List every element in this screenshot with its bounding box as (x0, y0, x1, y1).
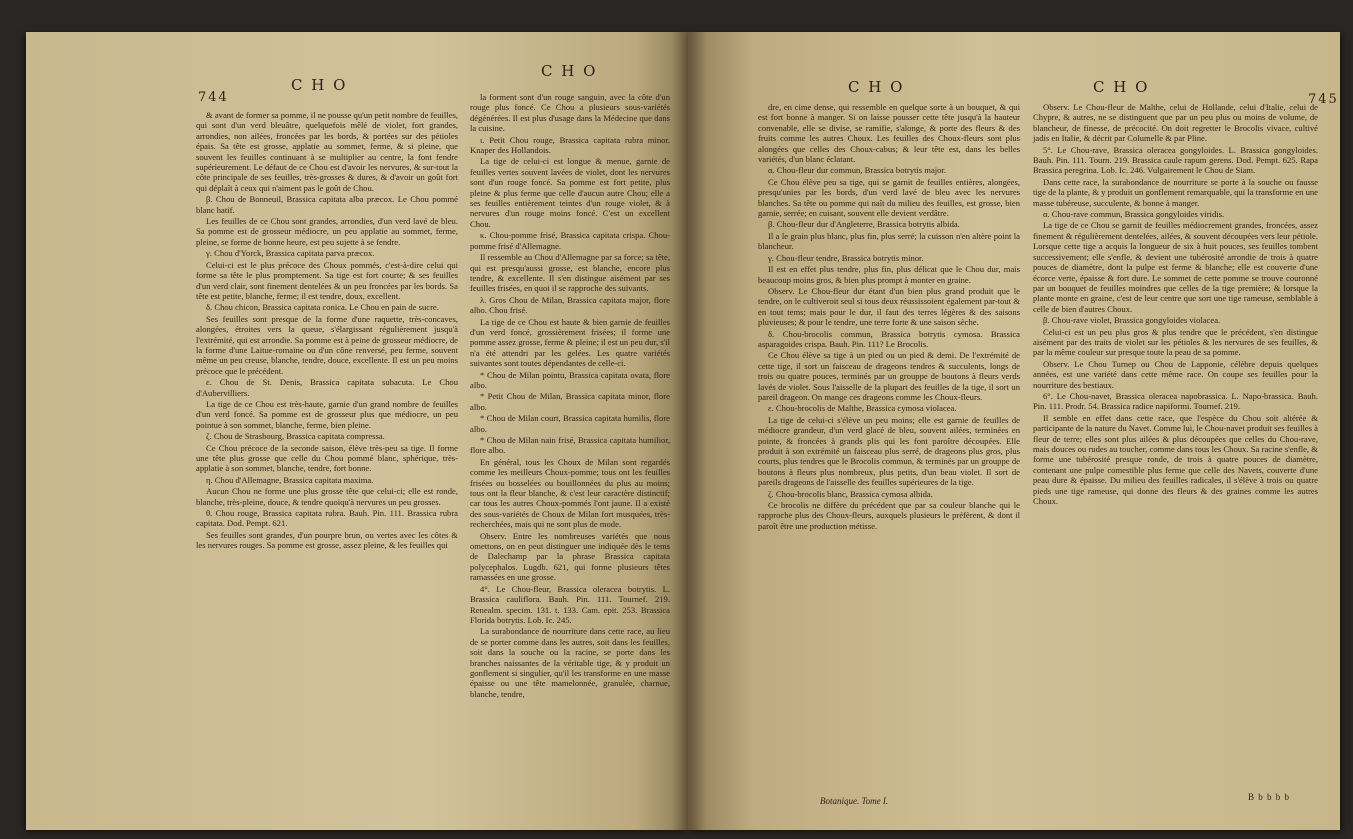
left-col1-header: C H O (291, 76, 348, 94)
paragraph: ι. Petit Chou rouge, Brassica capitata rubra minor. Knaper des Hollandois. (470, 134, 670, 156)
paragraph: * Chou de Milan pointu, Brassica capitata ovata, flore albo. (470, 369, 670, 390)
paragraph: γ. Chou d'Yorck, Brassica capitata parva præcox. (206, 248, 375, 259)
paragraph: * Chou de Milan court, Brassica capitata humilis, flore albo. (470, 413, 670, 434)
paragraph: La tige de ce Chou est très-haute, garnie d'un grand nombre de feuilles d'un verd foncé. Sa pomme est de grosseur plus que médiocre, un peu pointue à son sommet, blanche, ferme, bien pleine. (196, 398, 458, 430)
paragraph: κ. Chou-pomme frisé, Brassica capitata crispa. Chou-pomme frisé d'Allemagne. (470, 230, 670, 251)
paragraph: Celui-ci est un peu plus gros & plus tendre que le précédent, s'en distingue aisément par des traits de violet sur les pétioles & les nervures de ses feuilles, & par la même couleur sur presque toute la peau de sa pomme. (1033, 326, 1318, 358)
paragraph: Aucun Chou ne forme une plus grosse tête que celui-ci; elle est ronde, blanche, très-pleine, douce, & tendre quoiqu'à nervures un peu grosses. (196, 486, 458, 507)
paragraph: Ce Chou élève sa tige à un pied ou un pied & demi. De l'extrémité de cette tige, il sort un faisceau de drageons tendres & succulents, longs de trois ou quatre pouces, terminés par un grouppe de boutons à fleurs verds lavés de violet. Sous l'aisselle de la plupart des feuilles de la tige, il sort un pareil drageon. On mange ces drageons comme les Choux-fleurs. (758, 350, 1020, 402)
paragraph: α. Chou-rave commun, Brassica gongyloides viridis. (1043, 209, 1225, 220)
paragraph: Il semble en effet dans cette race, que l'espèce du Chou soit altérée & participante de la nature du Navet. Comme lui, le Chou-navet produit ses feuilles à fleur de terre; elles sont plus ailées & plus découpées que celles du Chou-rave, mais douces ou rudes au toucher, comme dans tous les Choux. Sa racine s'enfle, & forme une tubérosité presque ronde, de trois à quatre pouces de diamètre, contenant une pulpe comestible plus ferme que celle des Navets, couverte d'une peau dure & épaisse. Du milieu des feuilles radicales, il s'élève à trois ou quatre pieds une tige rameuse, qui donne des fleurs & des graines comme les autres Choux. (1033, 412, 1318, 507)
paragraph: η. Chou d'Allemagne, Brassica capitata maxima. (206, 474, 374, 485)
paragraph: Ses feuilles sont presque de la forme d'une raquette, très-concaves, alongées, étroites vers la queue, s'élargissant régulièrement jusqu'à l'extrémité, qui est arrondie. Sa pomme est à peine de grosseur médiocre, de la forme d'une Laitue-romaine ou d'un cône renversé, peu ferme, souvent même un peu creuse, blanche, tendre, douce, excellente. Il est un peu moins précoce que le précédent. (196, 313, 458, 376)
right-col2-header: C H O (1093, 78, 1150, 96)
paragraph: Observ. Le Chou Turnep ou Chou de Lapponie, célèbre depuis quelques années, est une variété dans cette même race. On coupe ses feuilles pour la nourriture des bestiaux. (1033, 358, 1318, 390)
right-column-1 (758, 102, 1020, 532)
paragraph: Il ressemble au Chou d'Allemagne par sa force; sa tête, qui est presqu'aussi grosse, est blanche, encore plus tendre, & excellente. Il s'en distingue aisément par ses feuilles frisées, en quoi il se rapproche des suivants. (470, 252, 670, 294)
paragraph: Ses feuilles sont grandes, d'un pourpre brun, ou vertes avec les côtes & les nervures rouges. Sa pomme est grosse, assez pleine, & les feuilles qui (196, 529, 458, 551)
paragraph: α. Chou-fleur dur commun, Brassica botrytis major. (768, 165, 947, 176)
paragraph: ζ. Chou-brocolis blanc, Brassica cymosa albida. (768, 488, 933, 499)
left-column-2 (470, 92, 670, 700)
left-column-1 (196, 110, 458, 552)
paragraph: Celui-ci est le plus précoce des Choux pommés, c'est-à-dire celui qui forme sa tête le plus promptement. Sa tige est fort courte; & ses feuilles d'un verd clair, sont finement dentelées & un peu froncées par les bords. Sa tête est petite, blanche, ferme; il est tendre, doux, excellent. (196, 259, 458, 301)
open-book (26, 14, 1340, 836)
paragraph: * Chou de Milan nain frisé, Brassica capitata humilior, flore albo. (470, 435, 670, 456)
paragraph: λ. Gros Chou de Milan, Brassica capitata major, flore albo. Chou frisé. (470, 294, 670, 316)
paragraph: La tige de ce Chou est haute & bien garnie de feuilles d'un verd foncé, grossièrement frisées; il forme une pomme assez grosse, ferme & pleine; il est un peu dur, s'il n'a été attendri par les gelées. Les quatre variétés suivantes sont toutes dépendantes de celle-ci. (470, 316, 671, 369)
paragraph: 4°. Le Chou-fleur, Brassica oleracea botrytis. L. Brassica cauliflora. Bauh. Pin. 111. Tournef. 219. Renealm. specim. 131. t. 133. Cam. epit. 253. Brassica Florida botrytis. Lob. Ic. 245. (470, 583, 670, 625)
paragraph: δ. Chou chicon, Brassica capitata conica. Le Chou en pain de sucre. (206, 302, 439, 313)
paragraph: 6°. Le Chou-navet, Brassica oleracea napobrassica. L. Napo-brassica. Bauh. Pin. 111. Prodr. 54. Brassica radice napiformi. Tournef. 219. (1033, 390, 1318, 412)
left-page-number: 744 (198, 90, 229, 105)
paragraph: Ce brocolis ne diffère du précédent que par sa couleur blanche qui le rapproche plus des Choux-fleurs, auxquels plusieurs le préfèrent, & dont il paroît être une production métisse. (758, 500, 1020, 531)
paragraph: Ce Chou élève peu sa tige, qui se garnit de feuilles entières, alongées, presqu'unies par les bords, d'un verd lavé de bleu avec les nervures blanches. Sa tête ou pomme qui naît du milieu des feuilles, est grosse, bien garnie, serrée; en cuisant, souvent elle devient verdâtre. (758, 176, 1020, 219)
book-gutter (672, 32, 706, 830)
left-page (26, 32, 688, 830)
right-page (688, 32, 1340, 830)
paragraph: β. Chou-rave violet, Brassica gongyloides violacea. (1043, 315, 1221, 326)
paragraph: la forment sont d'un rouge sanguin, avec la côte d'un rouge plus foncé. Ce Chou a plusieurs sous-variétés dégénérées. Il est plus d'usage dans la Médecine que dans la cuisine. (470, 92, 670, 134)
paragraph: La tige de celui-ci est longue & menue, garnie de feuilles vertes souvent lavées de violet, dont les nervures sont d'un rouge foncé. Sa pomme est fort petite, plus pleine & plus ferme que celle d'aucun autre Chou; elle a ses feuilles entièrement teintes d'un rouge violet, & à nervures d'un rouge moins foncé. C'est un excellent Chou. (470, 156, 670, 229)
paragraph: Observ. Le Chou-fleur dur étant d'un bien plus grand produit que le tendre, on le cultiveroit seul si tous deux réussissoient également par-tout & en tout tems; mais pour le dur, il faut des terres légères & des saisons pluvieuses; & pour le tendre, une terre forte & une saison sèche. (758, 285, 1020, 328)
paragraph: Dans cette race, la surabondance de nourriture se porte à la souche ou fausse tige de la plante, & y produit un gonflement remarquable, qui la transforme en une masse tubéreuse, succulente, & bonne à manger. (1033, 176, 1318, 208)
paragraph: La tige de ce Chou se garnit de feuilles médiocrement grandes, froncées, assez finement & régulièrement dentelées, ailées, & souvent découpées vers leur pétiole. Lorsque cette tige a acquis la longueur de six à huit pouces, ses feuilles tombent successivement; elle s'enfle, & devient une tubérosité arrondie de trois à quatre pouces de diamètre, dont la pulpe est ferme & blanche; elle est couverte d'une écorce verte, épaisse & fort dure. Le sommet de cette pomme se trouve couronné par un bouquet de feuilles moindres que celles de la tige première; & lorsque la plante monte en graine, c'est de leur centre que sort une tige rameuse, semblable à celle de bien d'autres Choux. (1033, 220, 1318, 314)
signature-mark: B b b b b (1248, 792, 1291, 802)
paragraph: Observ. Le Chou-fleur de Malthe, celui de Hollande, celui d'Italie, celui de Chypre, & autres, ne se distinguent que par un peu plus ou moins de volume, de blancheur, de finesse, de précocité. On doit regretter le Brocolis vivace, cultivé jadis en Italie, & décrit par Columelle & par Pline. (1033, 102, 1318, 144)
paragraph: ε. Chou de St. Denis, Brassica capitata subacuta. Le Chou d'Aubervilliers. (196, 377, 458, 398)
right-column-2 (1033, 102, 1318, 507)
page-footer: Botanique. Tome I. (820, 796, 889, 806)
paragraph: Observ. Entre les nombreuses variétés que nous omettons, on en peut distinguer une indiquée dès le tems de Dalechamp par la phrase Brassica capitata polycephalos. Lugdb. 621, qui forme plusieurs têtes ramassées en une grosse. (470, 530, 670, 583)
paragraph: Ce Chou précoce de la seconde saison, élève très-peu sa tige. Il forme une tête plus grosse que celle du Chou pommé blanc, sphérique, très-applatie à son sommet, blanche, tendre, fort bonne. (196, 442, 458, 474)
paragraph: Il a le grain plus blanc, plus fin, plus serré; la cuisson n'en altère point la blancheur. (758, 230, 1020, 252)
paragraph: * Petit Chou de Milan, Brassica capitata minor, flore albo. (470, 391, 670, 412)
paragraph: & avant de former sa pomme, il ne pousse qu'un petit nombre de feuilles, qui sont d'un verd bleuâtre, quelquefois mêlé de violet, fort grandes, arrondies, non ailées, froncées par les bords, & portées sur des pétioles épais. Sa tête est grosse, applatie au sommet, ferme, & si pleine, que souvent les feuilles continuant à se multiplier au centre, la font fendre supérieurement. Le défaut de ce Chou est d'avoir les nervures, & sur-tout la côte principale de ses feuilles, très-grosses & dures, & d'avoir un goût fort qui déplaît à ceux qui n'aiment pas le goût de Chou. (196, 110, 458, 193)
left-col2-header: C H O (541, 62, 598, 80)
paragraph: δ. Chou-brocolis commun, Brassica botrytis cymosa. Brassica asparagoides crispa. Bauh. Pin. 111? Le Brocolis. (758, 328, 1020, 349)
paragraph: Il est en effet plus tendre, plus fin, plus délicat que le Chou dur, mais beaucoup moins gros, & bien plus prompt à monter en graine. (758, 264, 1020, 285)
paragraph: ζ. Chou de Strasbourg, Brassica capitata compressa. (206, 431, 385, 442)
paragraph: ε. Chou-brocolis de Malthe, Brassica cymosa violacea. (768, 403, 957, 414)
paragraph: La tige de celui-ci s'élève un peu moins; elle est garnie de feuilles de médiocre grandeur, d'un verd glacé de bleu, souvent ailées, terminées en pointe, & froncées à grands plis qui les font paroître découpées. Elle produit à son extrémité un faisceau plus serré, de drageons plus gros, plus courts, plus tendres que le Brocolis commun, & terminés par un grouppe de boutons à fleurs plus nombreux, plus petits, d'un beau violet. Il sort de pareils drageons de l'aisselle des feuilles supérieures de la tige. (758, 414, 1020, 488)
paragraph: Les feuilles de ce Chou sont grandes, arrondies, d'un verd lavé de bleu. Sa pomme est de grosseur médiocre, un peu applatie au sommet, ferme, pleine, se forme de bonne heure, est peu sujette à se fendre. (196, 216, 458, 247)
right-page-number: 745 (1308, 92, 1339, 107)
paragraph: γ. Chou-fleur tendre, Brassica botrytis minor. (768, 252, 924, 263)
paragraph: La surabondance de nourriture dans cette race, au lieu de se porter comme dans les autres, soit dans les feuilles, soit dans la souche ou la racine, se porte dans les branches naissantes de la véritable tige, & y produit un gonflement si singulier, qu'il les transforme en une masse épaisse ou une tête mamelonnée, granulée, charnue, blanche, tendre, (470, 626, 670, 699)
paragraph: 5°. Le Chou-rave, Brassica oleracea gongyloides. L. Brassica gongyloides. Bauh. Pin. 111. Tourn. 219. Brassica caule rapum gerens. Dod. Pempt. 625. Rapa Brassica peregrina. Lob. Ic. 246. Vulgairement le Chou de Siam. (1033, 144, 1318, 176)
paragraph: θ. Chou rouge, Brassica capitata rubra. Bauh. Pin. 111. Brassica rubra capitata. Dod. Pempt. 621. (196, 508, 458, 529)
paragraph: β. Chou-fleur dur d'Angleterre, Brassica botrytis albida. (768, 219, 960, 230)
paragraph: β. Chou de Bonneuil, Brassica capitata alba præcox. Le Chou pommé blanc hatif. (196, 194, 458, 215)
paragraph: dre, en cime dense, qui ressemble en quelque sorte à un bouquet, & qui est fort bonne à manger. Si on laisse pousser cette tête jusqu'à la hauteur convenable, elle se divise, se ramifie, s'alonge, & porte des fleurs & des fruits comme les autres Choux. Les feuilles des Choux-fleurs sont plus alongées que celles des Choux-cabus; & leur tête est, dans les belles variétés, d'un blanc éclatant. (758, 102, 1020, 165)
paragraph: En général, tous les Choux de Milan sont regardés comme les meilleurs Choux-pomme; tous ont les feuilles frisées ou bosselées ou bouillonnées du plus au moins; tous ont la fleur blanche, & c'est leur caractère distinctif; car tous les autres Choux-pommés l'ont jaune. Il a existé des sous-variétés de Choux de Milan fort musquées, très-recherchées, mais qui ne sont plus de mode. (470, 456, 670, 530)
right-col1-header: C H O (848, 78, 905, 96)
